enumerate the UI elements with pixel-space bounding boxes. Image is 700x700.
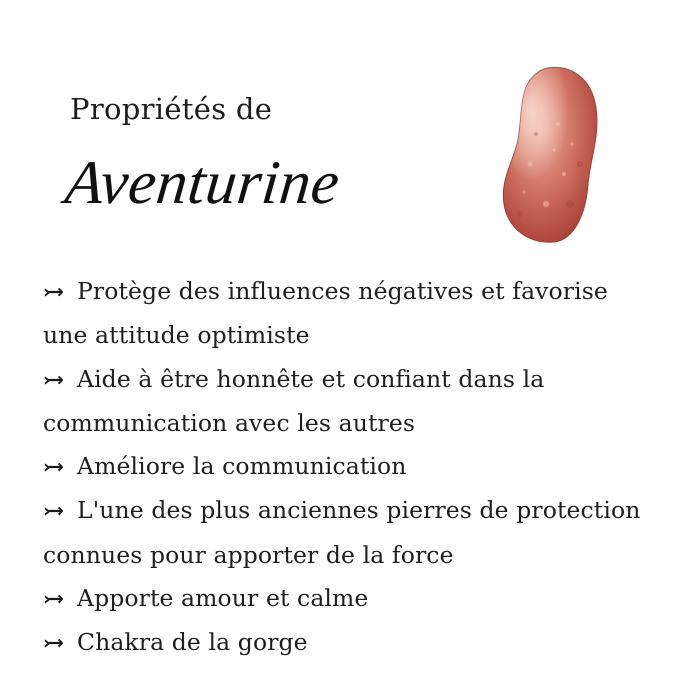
- list-item: [43, 445, 653, 489]
- list-item-text: Améliore la communication: [77, 452, 407, 481]
- arrow-bullet-icon: ›→: [43, 368, 61, 391]
- page-title: Aventurine: [62, 149, 343, 217]
- arrow-bullet-icon: ›→: [43, 632, 61, 655]
- arrow-bullet-icon: ›→: [43, 588, 61, 611]
- arrow-bullet-icon: ›→: [43, 281, 61, 303]
- list-item-text: Aide à être honnête et confiant dans la communication avec les autres: [43, 364, 545, 437]
- properties-list: [43, 270, 653, 666]
- list-item-text: Protège des influences négatives et favorise une attitude optimiste: [43, 277, 608, 350]
- list-item: [43, 621, 653, 665]
- list-item: [43, 577, 653, 621]
- list-item-text: Chakra de la gorge: [77, 628, 308, 657]
- list-item-text: Apporte amour et calme: [77, 584, 369, 613]
- page-subtitle: Propriétés de: [70, 92, 273, 126]
- arrow-bullet-icon: ›→: [43, 456, 61, 479]
- list-item: [43, 358, 653, 446]
- arrow-bullet-icon: ›→: [43, 500, 61, 523]
- list-item-text: L'une des plus anciennes pierres de protection connues pour apporter de la force: [43, 496, 641, 569]
- list-item: [43, 270, 653, 358]
- tumbled-aventurine-stone-icon: [500, 64, 602, 244]
- list-item: [43, 489, 653, 577]
